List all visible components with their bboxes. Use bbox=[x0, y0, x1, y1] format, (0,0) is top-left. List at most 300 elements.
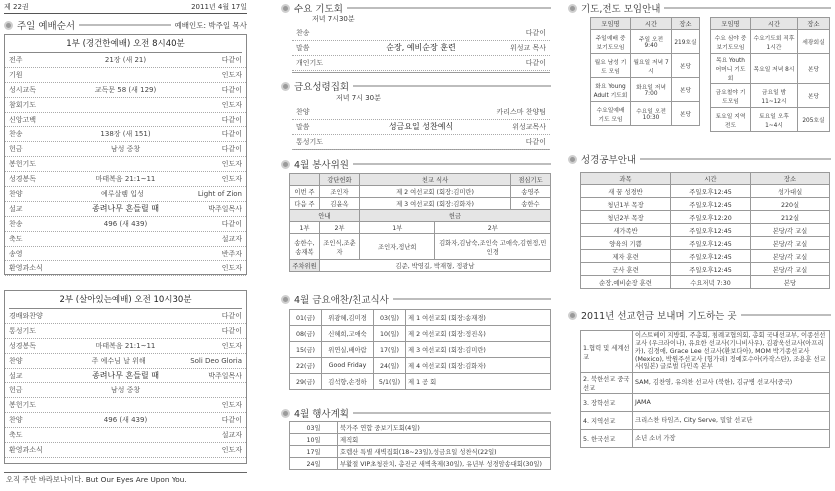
fri-title: 금요성령집회 bbox=[294, 82, 350, 93]
program-row bbox=[5, 398, 246, 413]
vol-cell: 주차위원 bbox=[290, 260, 320, 272]
table-cell: 순장,예비순장 훈련 bbox=[581, 276, 671, 289]
vol-cell: 조인자,정난희 bbox=[360, 234, 435, 260]
row-label: 신앙고백 bbox=[9, 115, 37, 124]
divider bbox=[353, 85, 551, 87]
row-content: 순장, 예비순장 훈련 bbox=[386, 43, 456, 53]
row-label: 성경봉독 bbox=[9, 175, 37, 184]
vol-cell: 제 2 여선교회 (회장:김미란) bbox=[360, 186, 511, 198]
table-cell: 본당 bbox=[751, 276, 830, 289]
row-content: 마태복음 21:1~11 bbox=[95, 341, 156, 350]
table-header-cell: 모임명 bbox=[591, 18, 631, 30]
row-content: 남성 중창 bbox=[110, 386, 141, 395]
table-cell: 17일 bbox=[290, 446, 338, 458]
table-cell: 주일 오전 9:40 bbox=[631, 30, 672, 54]
table-cell: 본당/각 교실 bbox=[751, 263, 830, 276]
vol-cell: 1부 bbox=[290, 222, 320, 234]
table-cell: 본당/각 교실 bbox=[751, 250, 830, 263]
table-row bbox=[711, 54, 830, 84]
row-label: 축도 bbox=[9, 234, 23, 243]
vol-cell: 점심기도 bbox=[511, 174, 551, 186]
table-row bbox=[711, 84, 830, 108]
table-header-cell: 시간 bbox=[631, 18, 672, 30]
table-row bbox=[290, 422, 551, 434]
divider bbox=[741, 314, 831, 316]
table-cell: 주일오후12:45 bbox=[671, 250, 751, 263]
table-cell: JAMA bbox=[633, 394, 830, 412]
table-cell: 토요일 지역전도 bbox=[711, 108, 751, 132]
table-header-row bbox=[591, 18, 700, 30]
table-cell: 수요저녁 7:30 bbox=[671, 276, 751, 289]
row-label: 기원 bbox=[9, 70, 23, 79]
table-cell: 08(금) bbox=[290, 326, 322, 342]
row-label: 말씀 bbox=[296, 43, 310, 52]
vol-cell: 김화자,김남숙,조인숙 고애숙,김현정,민인경 bbox=[435, 234, 551, 260]
table-header-cell: 시간 bbox=[751, 18, 798, 30]
program-row bbox=[292, 105, 550, 120]
bullet-icon bbox=[568, 155, 577, 164]
row-label: 헌금 bbox=[9, 386, 23, 395]
footer-verse: 오직 주만 바라보나이다. But Our Eyes Are Upon You. bbox=[4, 472, 247, 487]
row-label: 설교 bbox=[9, 204, 23, 213]
program-row bbox=[5, 83, 246, 98]
service-1-box bbox=[4, 34, 247, 275]
row-leader: 인도자 bbox=[221, 70, 242, 79]
table-cell: 17(일) bbox=[374, 342, 406, 358]
table-cell: Good Friday bbox=[322, 358, 374, 374]
table-cell: 본당 bbox=[672, 102, 700, 126]
table-cell: 제직회 bbox=[338, 434, 551, 446]
bullet-icon bbox=[281, 82, 290, 91]
program-row bbox=[5, 98, 246, 113]
row-label: 찬양 bbox=[296, 107, 310, 116]
table-row bbox=[581, 373, 830, 394]
table-cell: 제자 훈련 bbox=[581, 250, 671, 263]
program-row bbox=[5, 113, 246, 128]
events-header bbox=[281, 406, 551, 420]
row-content: 138장 (새 151) bbox=[100, 130, 151, 139]
table-header-row bbox=[711, 18, 830, 30]
wed-prayer-header bbox=[281, 1, 551, 15]
row-leader: 반주자 bbox=[221, 249, 242, 258]
table-row bbox=[591, 78, 700, 102]
program-row bbox=[5, 157, 246, 172]
table-cell: 5/1(일) bbox=[374, 374, 406, 390]
table-cell: 24일 bbox=[290, 458, 338, 470]
mission-title: 2011년 선교헌금 보내며 기도하는 곳 bbox=[581, 311, 737, 322]
row-leader: 박주일목사 bbox=[208, 204, 242, 213]
row-leader: Soli Deo Gloria bbox=[190, 356, 242, 365]
table-cell: 제 2 여선교회 (회장:정진옥) bbox=[406, 326, 551, 342]
table-row bbox=[581, 237, 830, 250]
row-leader: 박주일목사 bbox=[208, 371, 242, 380]
table-cell: 소년 소녀 가장 bbox=[633, 430, 830, 448]
table-cell: 22(금) bbox=[290, 358, 322, 374]
vol-cell: 강단헌화 bbox=[320, 174, 360, 186]
vol-cell: 김준, 박영길, 박재형, 정광남 bbox=[320, 260, 551, 272]
table-cell: 크리스찬 타임즈, City Serve, 밀알 선교단 bbox=[633, 412, 830, 430]
table-cell: 북가주 연합 중보기도회(4일) bbox=[338, 422, 551, 434]
table-header-cell: 장소 bbox=[751, 173, 830, 185]
table-cell: 주일오후12:45 bbox=[671, 198, 751, 211]
program-row bbox=[5, 383, 246, 398]
row-content: 교독문 58 (새 129) bbox=[94, 85, 157, 94]
table-cell: 위광혜,김미경 bbox=[322, 310, 374, 326]
row-leader: 인도자 bbox=[221, 264, 242, 273]
table-cell: 제 4 여선교회 (회장:김화자) bbox=[406, 358, 551, 374]
table-cell: 호렙산 특별 새벽집회(18~23일),성금요일 성찬식(22일) bbox=[338, 446, 551, 458]
table-header-cell: 장소 bbox=[798, 18, 830, 30]
program-row bbox=[5, 217, 246, 232]
table-cell: 양육의 기쁨 bbox=[581, 237, 671, 250]
prayer-table-right bbox=[710, 17, 830, 132]
table-cell: 212실 bbox=[751, 211, 830, 224]
program-row bbox=[5, 127, 246, 142]
table-cell: 세광회실 bbox=[798, 30, 830, 54]
table-row bbox=[581, 263, 830, 276]
program-row bbox=[292, 41, 550, 56]
row-leader: 다같이 bbox=[221, 130, 242, 139]
row-label: 찬송 bbox=[9, 219, 23, 228]
table-cell: 금요철야 기도모임 bbox=[711, 84, 751, 108]
bullet-icon bbox=[281, 295, 290, 304]
service-2-box bbox=[4, 290, 247, 464]
row-label: 헌금 bbox=[9, 145, 23, 154]
table-cell: 본당 bbox=[672, 54, 700, 78]
table-cell: 위연실,배아람 bbox=[322, 342, 374, 358]
row-leader: 인도자 bbox=[221, 100, 242, 109]
row-leader: 인도자 bbox=[221, 445, 242, 454]
divider bbox=[347, 7, 551, 9]
table-cell: 청년1부 목장 bbox=[581, 198, 671, 211]
row-content: 성금요일 성찬예식 bbox=[388, 122, 454, 132]
table-cell: 3. 장학선교 bbox=[581, 394, 633, 412]
program-row bbox=[292, 135, 550, 150]
table-cell: 화요 Young Adult 기도회 bbox=[591, 78, 631, 102]
table-row bbox=[290, 374, 551, 390]
table-cell: 화요일 저녁7:00 bbox=[631, 78, 672, 102]
row-leader: 인도자 bbox=[221, 341, 242, 350]
row-content: 예루살렘 입성 bbox=[101, 189, 144, 198]
table-row bbox=[581, 185, 830, 198]
table-row bbox=[591, 30, 700, 54]
bullet-icon bbox=[568, 4, 577, 13]
row-content: 종려나무 흔들릴 때 bbox=[92, 371, 159, 380]
wed-prayer-box bbox=[292, 14, 550, 73]
vol-cell: 송한수,송재복 bbox=[290, 234, 320, 260]
row-content: 496 (새 439) bbox=[103, 219, 148, 228]
row-leader: 다같이 bbox=[221, 145, 242, 154]
row-label: 찬양 bbox=[9, 416, 23, 425]
row-label: 전주 bbox=[9, 55, 23, 64]
row-leader: 설교자 bbox=[221, 431, 242, 440]
table-row bbox=[581, 394, 830, 412]
table-row bbox=[581, 430, 830, 448]
table-cell: 주일오후12:45 bbox=[671, 185, 751, 198]
table-row bbox=[581, 198, 830, 211]
service-1-title: 1부 (경건한예배) 오전 8시40분 bbox=[9, 35, 242, 53]
table-cell: 본당/각 교실 bbox=[751, 224, 830, 237]
row-content: 마태복음 21:1~11 bbox=[95, 175, 156, 184]
program-row bbox=[5, 261, 246, 276]
row-leader: 다같이 bbox=[221, 55, 242, 64]
program-row bbox=[5, 187, 246, 202]
row-leader: 다같이 bbox=[525, 137, 546, 146]
fri-header bbox=[281, 79, 551, 93]
table-cell: 4. 지역선교 bbox=[581, 412, 633, 430]
bullet-icon bbox=[281, 4, 290, 13]
volunteer-table bbox=[289, 173, 551, 272]
table-cell: 01(금) bbox=[290, 310, 322, 326]
row-content: 남성 중창 bbox=[110, 145, 141, 154]
table-cell: 본당 bbox=[798, 84, 830, 108]
vol-cell: 2부 bbox=[320, 222, 360, 234]
program-row bbox=[5, 247, 246, 262]
program-row bbox=[5, 354, 246, 369]
service-2-rows bbox=[5, 309, 246, 458]
vol-cell: 2부 bbox=[435, 222, 551, 234]
row-label: 축도 bbox=[9, 431, 23, 440]
table-cell: 주일오후12:45 bbox=[671, 224, 751, 237]
table-cell: 주일오후12:45 bbox=[671, 237, 751, 250]
table-header-row bbox=[581, 173, 830, 185]
row-label: 성시교독 bbox=[9, 85, 37, 94]
row-label: 통성기도 bbox=[9, 326, 37, 335]
program-row bbox=[5, 68, 246, 83]
bullet-icon bbox=[568, 311, 577, 320]
row-label: 통성기도 bbox=[296, 137, 324, 146]
row-leader: 다같이 bbox=[221, 115, 242, 124]
row-label: 개인기도 bbox=[296, 58, 324, 67]
row-label: 찬양 bbox=[9, 356, 23, 365]
table-cell: 10일 bbox=[290, 434, 338, 446]
service-1-rows bbox=[5, 53, 246, 276]
row-label: 봉헌기도 bbox=[9, 401, 37, 410]
volunteer-header bbox=[281, 157, 551, 171]
row-leader: 다같이 bbox=[221, 219, 242, 228]
page-header bbox=[4, 2, 247, 14]
meal-header bbox=[281, 292, 551, 306]
vol-cell: 김윤옥 bbox=[320, 198, 360, 210]
study-table bbox=[580, 172, 830, 289]
page-date: 2011년 4월 17일 bbox=[191, 3, 247, 11]
worship-leader: 예배인도: 박주일 목사 bbox=[174, 20, 247, 30]
bullet-icon bbox=[4, 21, 13, 30]
bullet-icon bbox=[281, 409, 290, 418]
divider bbox=[664, 7, 831, 9]
program-row bbox=[292, 120, 550, 135]
row-label: 경배와찬양 bbox=[9, 311, 43, 320]
table-cell: 29(금) bbox=[290, 374, 322, 390]
table-cell: 제 3 여선교회 (회장:김미란) bbox=[406, 342, 551, 358]
table-cell: 본당 bbox=[672, 78, 700, 102]
table-row bbox=[581, 412, 830, 430]
table-header-cell: 과목 bbox=[581, 173, 671, 185]
table-cell: 김석향,손정하 bbox=[322, 374, 374, 390]
vol-cell bbox=[290, 174, 320, 186]
vol-cell: 헌금 bbox=[360, 210, 551, 222]
program-row bbox=[5, 232, 246, 247]
row-leader: 인도자 bbox=[221, 160, 242, 169]
table-header-cell: 시간 bbox=[671, 173, 751, 185]
bullet-icon bbox=[281, 160, 290, 169]
program-row bbox=[5, 339, 246, 354]
wed-time: 저녁 7시30분 bbox=[312, 15, 355, 23]
table-cell: 목요일 저녁 8시 bbox=[751, 54, 798, 84]
worship-order-header bbox=[4, 18, 247, 32]
table-cell: 청년2부 목장 bbox=[581, 211, 671, 224]
study-header bbox=[568, 152, 831, 166]
events-table bbox=[289, 421, 551, 470]
divider bbox=[79, 24, 170, 26]
table-cell: 주일오후12:45 bbox=[671, 263, 751, 276]
table-cell: 토요일 오후 1~4시 bbox=[751, 108, 798, 132]
table-cell: 수요기도회 직후 1시간 bbox=[751, 30, 798, 54]
table-row bbox=[290, 434, 551, 446]
row-leader: 다같이 bbox=[221, 326, 242, 335]
prayer-table-left bbox=[590, 17, 700, 126]
table-cell: 5. 한국선교 bbox=[581, 430, 633, 448]
worship-order-title: 주일 예배순서 bbox=[17, 21, 76, 32]
row-leader: 다같이 bbox=[525, 28, 546, 37]
row-label: 환영과소식 bbox=[9, 445, 43, 454]
wed-rows bbox=[292, 26, 550, 71]
row-leader: 카리스마 찬양팀 bbox=[496, 107, 546, 116]
table-cell: SAM, 김찬영, 유의찬 선교사 (북한), 김규병 선교사(중국) bbox=[633, 373, 830, 394]
mission-header bbox=[568, 308, 831, 322]
table-row bbox=[591, 102, 700, 126]
row-leader: Light of Zion bbox=[197, 189, 242, 198]
table-cell: 금요일 밤 11~12시 bbox=[751, 84, 798, 108]
table-cell: 03(일) bbox=[374, 310, 406, 326]
program-row bbox=[5, 142, 246, 157]
page-volume: 제 22권 bbox=[4, 3, 29, 11]
program-row bbox=[5, 428, 246, 443]
divider bbox=[353, 412, 551, 414]
divider bbox=[640, 158, 831, 160]
row-leader: 다같이 bbox=[221, 311, 242, 320]
program-row bbox=[5, 309, 246, 324]
program-row bbox=[292, 56, 550, 71]
row-label: 말씀 bbox=[296, 122, 310, 131]
program-row bbox=[5, 53, 246, 68]
table-cell: 이스트베이 지방회, 주총회, 침례교협의회, 총회 국내선교부, 이종선선교사 (우크라이나), 유요한 선교사(기니비사우), 김광욱선교사(아프리카), 김경애, Grace Lee 선교사(환보다아), MOM 박기종선교사 (Mexico), 박원주선교사 (헝가리) 정예호수아(카작스탄), 조용훈 선교사(일본) 글로벌 다민족 본부 bbox=[633, 331, 830, 373]
row-leader: 다같이 bbox=[221, 416, 242, 425]
vol-cell: 송영주 bbox=[511, 186, 551, 198]
table-cell: 제 1 여선교회 (회장:송재경) bbox=[406, 310, 551, 326]
fri-box bbox=[292, 93, 550, 150]
row-leader: 설교자 bbox=[221, 234, 242, 243]
row-label: 송영 bbox=[9, 249, 23, 258]
table-row bbox=[711, 108, 830, 132]
table-cell: 2. 북한선교 중국선교 bbox=[581, 373, 633, 394]
table-row bbox=[290, 326, 551, 342]
vol-cell: 안내 bbox=[290, 210, 360, 222]
row-leader: 다같이 bbox=[525, 58, 546, 67]
table-cell: 본당 bbox=[798, 54, 830, 84]
table-cell: 205호실 bbox=[798, 108, 830, 132]
program-row bbox=[292, 26, 550, 41]
vol-cell: 1부 bbox=[360, 222, 435, 234]
study-title: 성경공부안내 bbox=[581, 155, 637, 166]
table-cell: 03일 bbox=[290, 422, 338, 434]
table-cell: 1.협력 및 세계선교 bbox=[581, 331, 633, 373]
table-cell: 월요 남성 기도 모임 bbox=[591, 54, 631, 78]
table-cell: 제 1 공 회 bbox=[406, 374, 551, 390]
fri-rows bbox=[292, 105, 550, 150]
vol-cell: 다음 주 bbox=[290, 198, 320, 210]
row-label: 환영과소식 bbox=[9, 264, 43, 273]
table-row bbox=[290, 446, 551, 458]
table-cell: 부활절 VIP초청잔치, 총진군 새벽축제(30일), 유년부 성경암송대회(30일) bbox=[338, 458, 551, 470]
fri-time: 저녁 7시 30분 bbox=[336, 94, 381, 102]
table-cell: 성가대실 bbox=[751, 185, 830, 198]
row-label: 찬양 bbox=[9, 189, 23, 198]
vol-cell: 친교 식사 bbox=[360, 174, 511, 186]
table-row bbox=[290, 458, 551, 470]
volunteer-title: 4월 봉사위원 bbox=[294, 160, 349, 171]
table-cell: 신혜희,고애숙 bbox=[322, 326, 374, 342]
table-cell: 본당/각 교실 bbox=[751, 237, 830, 250]
table-cell: 수요일 오전 10:30 bbox=[631, 102, 672, 126]
row-leader: 위성교 목사 bbox=[509, 43, 546, 52]
row-label: 찬송 bbox=[296, 28, 310, 37]
service-2-title: 2부 (살아있는예배) 오전 10시30분 bbox=[9, 291, 242, 309]
program-row bbox=[5, 172, 246, 187]
row-content: 496 (새 439) bbox=[103, 416, 148, 425]
meal-title: 4월 금요애찬/친교식사 bbox=[294, 295, 389, 306]
wed-prayer-title: 수요 기도회 bbox=[294, 4, 343, 15]
program-row bbox=[5, 324, 246, 339]
table-row bbox=[290, 358, 551, 374]
divider bbox=[393, 298, 551, 300]
table-row bbox=[711, 30, 830, 54]
table-header-cell: 모임명 bbox=[711, 18, 751, 30]
table-cell: 목요 Youth 어머니 기도회 bbox=[711, 54, 751, 84]
table-row bbox=[581, 250, 830, 263]
program-row bbox=[5, 202, 246, 217]
events-title: 4월 행사계획 bbox=[294, 409, 349, 420]
meal-table bbox=[289, 309, 551, 390]
divider bbox=[353, 163, 551, 165]
table-cell: 10(일) bbox=[374, 326, 406, 342]
table-cell: 15(금) bbox=[290, 342, 322, 358]
row-label: 봉헌기도 bbox=[9, 160, 37, 169]
vol-cell: 송한수 bbox=[511, 198, 551, 210]
row-label: 설교 bbox=[9, 371, 23, 380]
table-cell: 주일오후12:20 bbox=[671, 211, 751, 224]
table-cell: 24(일) bbox=[374, 358, 406, 374]
table-cell: 수요 심야 중보기도모임 bbox=[711, 30, 751, 54]
table-row bbox=[581, 331, 830, 373]
vol-cell: 제 3 여선교회 (회장:김화자) bbox=[360, 198, 511, 210]
table-cell: 월요일 저녁 7시 bbox=[631, 54, 672, 78]
row-leader: 다같이 bbox=[221, 85, 242, 94]
table-cell: 219호실 bbox=[672, 30, 700, 54]
row-leader: 위성교목사 bbox=[512, 122, 546, 131]
row-leader: 인도자 bbox=[221, 401, 242, 410]
table-cell: 새가족반 bbox=[581, 224, 671, 237]
program-row bbox=[5, 443, 246, 458]
row-label: 참회기도 bbox=[9, 100, 37, 109]
table-row bbox=[290, 310, 551, 326]
table-row bbox=[290, 342, 551, 358]
vol-cell: 이번 주 bbox=[290, 186, 320, 198]
table-row bbox=[581, 276, 830, 289]
table-row bbox=[581, 224, 830, 237]
prayer-title: 기도,전도 모임안내 bbox=[581, 4, 661, 15]
table-cell: 주일예배 중보기도모임 bbox=[591, 30, 631, 54]
